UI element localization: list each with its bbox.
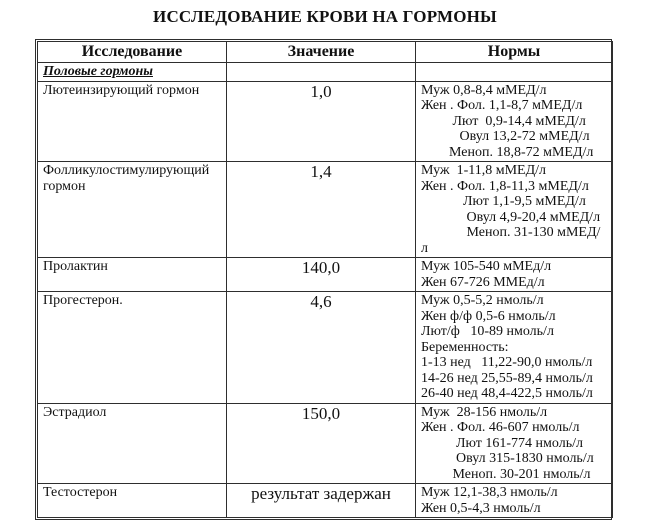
header-row: [38, 42, 613, 63]
norm-line: Меноп. 31-130 мМЕД/л: [421, 225, 601, 256]
empty-cell: [416, 63, 613, 82]
norm-line: Лют/ф 10-89 нмоль/л: [421, 324, 554, 339]
norms-cell: [416, 258, 613, 292]
test-name-cell: Тестостерон: [38, 484, 227, 518]
column-header-test: Исследование: [38, 42, 227, 63]
norm-line: Жен 67-726 ММЕд/л: [421, 274, 545, 290]
hormone-table-body: [38, 63, 613, 518]
norm-line: Муж 1-11,8 мМЕД/л: [421, 163, 547, 178]
norm-line: Лют 0,9-14,4 мМЕД/л: [421, 113, 586, 129]
column-header-value: Значение: [227, 42, 416, 63]
norm-line: Беременность:: [421, 339, 509, 355]
norm-line: Овул 4,9-20,4 мМЕД/л: [421, 209, 601, 225]
table-row: [38, 484, 613, 518]
norm-line: 1-13 нед 11,22-90,0 нмоль/л: [421, 355, 593, 370]
value-cell: 1,0: [227, 81, 416, 162]
value-cell: 140,0: [227, 258, 416, 292]
value-cell: 4,6: [227, 292, 416, 404]
norm-line: Муж 0,8-8,4 мМЕД/л: [421, 82, 547, 98]
section-row: [38, 63, 613, 82]
norm-line: Жен . Фол. 1,8-11,3 мМЕД/л: [421, 178, 589, 194]
norm-line: 14-26 нед 25,55-89,4 нмоль/л: [421, 370, 593, 386]
test-name-cell: Лютеинзирующий гормон: [38, 81, 227, 162]
table-row: [38, 258, 613, 292]
norm-line: Жен . Фол. 1,1-8,7 мМЕД/л: [421, 98, 583, 113]
section-title-cell: Половые гормоны: [38, 63, 227, 82]
hormone-table: [37, 41, 613, 518]
norm-line: Жен . Фол. 46-607 нмоль/л: [421, 420, 580, 435]
norms-cell: [416, 484, 613, 518]
norm-line: 26-40 нед 48,4-422,5 нмоль/л: [421, 386, 593, 401]
hormone-table-wrapper: [35, 39, 612, 520]
test-name-cell: Фолликулостимулирующий гормон: [38, 162, 227, 258]
value-cell: 1,4: [227, 162, 416, 258]
norm-line: Лют 1,1-9,5 мМЕД/л: [421, 194, 586, 209]
norm-line: Меноп. 18,8-72 мМЕД/л: [421, 144, 594, 160]
norm-line: Жен 0,5-4,3 нмоль/л: [421, 500, 541, 516]
norms-cell: [416, 403, 613, 484]
norm-line: Муж 105-540 мМЕд/л: [421, 259, 552, 274]
test-name-cell: Эстрадиол: [38, 403, 227, 484]
norm-line: Овул 315-1830 нмоль/л: [421, 451, 594, 466]
norm-line: Жен ф/ф 0,5-6 нмоль/л: [421, 308, 556, 324]
table-row: [38, 81, 613, 162]
test-name-cell: Прогестерон.: [38, 292, 227, 404]
table-row: [38, 403, 613, 484]
norm-line: Муж 0,5-5,2 нмоль/л: [421, 293, 544, 308]
norms-cell: [416, 81, 613, 162]
norms-cell: [416, 162, 613, 258]
empty-cell: [227, 63, 416, 82]
column-header-norms: Нормы: [416, 42, 613, 63]
table-row: [38, 162, 613, 258]
norm-line: Овул 13,2-72 мМЕД/л: [421, 129, 590, 144]
test-name-cell: Пролактин: [38, 258, 227, 292]
value-cell: 150,0: [227, 403, 416, 484]
norms-cell: [416, 292, 613, 404]
norm-line: Меноп. 30-201 нмоль/л: [421, 466, 591, 482]
norm-line: Лют 161-774 нмоль/л: [421, 435, 583, 451]
value-cell: результат задержан: [227, 484, 416, 518]
norm-line: Муж 28-156 нмоль/л: [421, 404, 548, 420]
page-title: ИССЛЕДОВАНИЕ КРОВИ НА ГОРМОНЫ: [153, 7, 497, 26]
norm-line: Муж 12,1-38,3 нмоль/л: [421, 485, 558, 500]
table-row: [38, 292, 613, 404]
